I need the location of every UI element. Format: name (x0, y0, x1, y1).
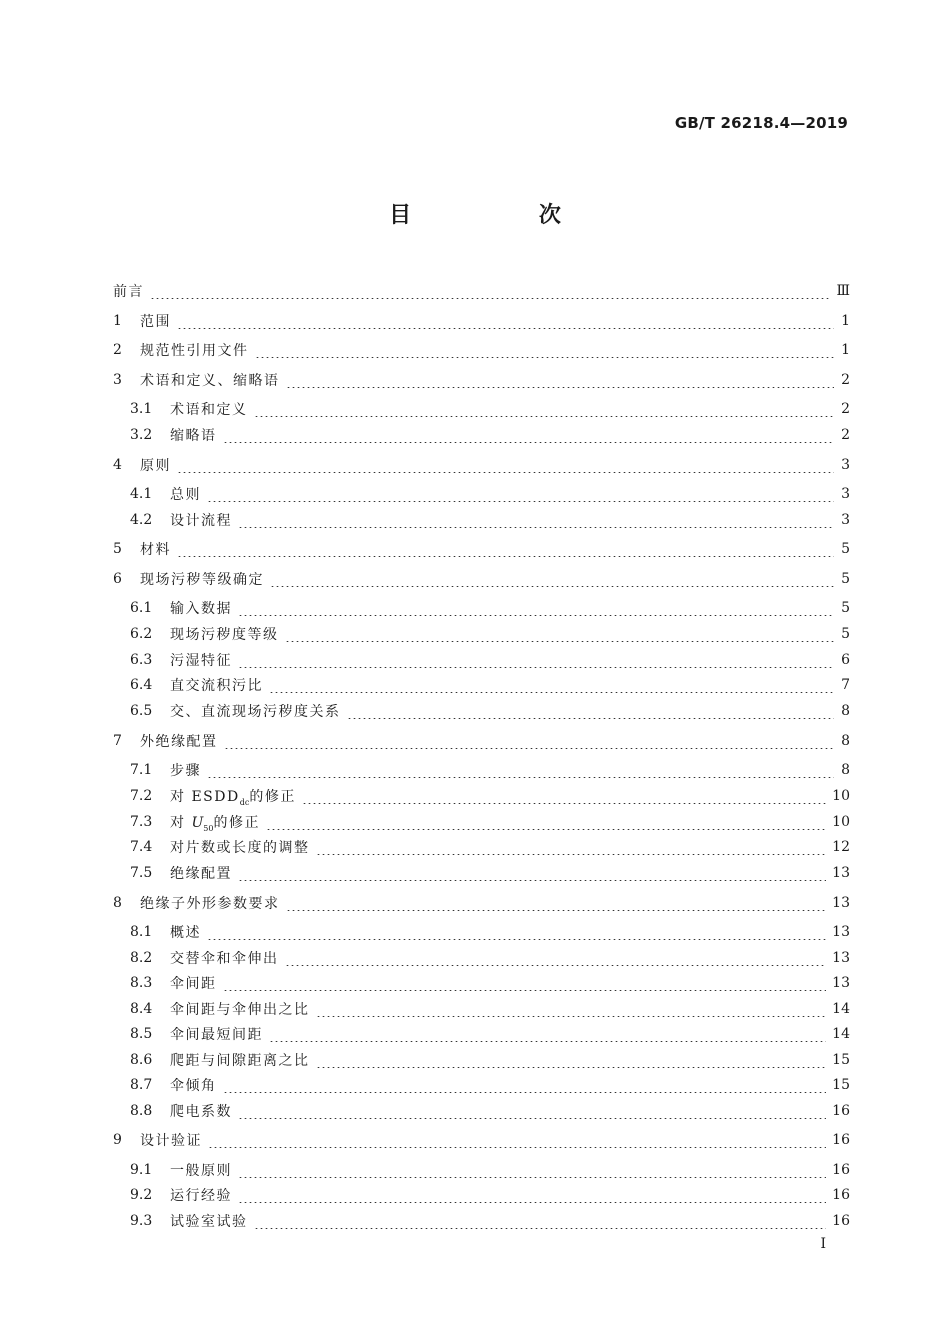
toc-entry-number: 5 (113, 541, 122, 557)
toc-leader-dots (177, 543, 834, 557)
toc-entry-title: 对片数或长度的调整 (170, 840, 310, 856)
toc-leader-dots (316, 1003, 827, 1017)
toc-entry-number: 8.8 (130, 1103, 153, 1119)
toc-leader-dots (224, 735, 835, 749)
toc-entry-page: 6 (841, 652, 850, 668)
toc-entry-number: 3.1 (130, 401, 153, 417)
toc-leader-dots (238, 1105, 826, 1119)
toc-entry-page: 14 (832, 1026, 850, 1042)
toc-entry-title: 伞倾角 (170, 1078, 217, 1094)
toc-entry-title: 输入数据 (170, 601, 232, 617)
toc-entry[interactable] (113, 785, 850, 807)
toc-entry-title: 缩略语 (170, 428, 217, 444)
toc-entry-title: 现场污秽度等级 (170, 627, 279, 643)
toc-entry-number: 6 (113, 571, 122, 587)
toc-entry-title: 设计验证 (140, 1133, 202, 1149)
toc-entry-page: 16 (832, 1132, 850, 1148)
toc-entry-number: 8.1 (130, 924, 153, 940)
toc-entry-number: 9.2 (130, 1187, 153, 1203)
toc-entry[interactable] (113, 892, 850, 914)
toc-entry-title: 对 $ESDD_{dc}$的修正 (170, 788, 296, 807)
toc-entry[interactable] (113, 862, 850, 884)
toc-entry-title: 步骤 (170, 763, 201, 779)
toc-entry-page: 1 (841, 313, 850, 329)
toc-entry-title: 对 $U_{50}$的修正 (170, 814, 260, 833)
standard-code: GB/T 26218.4—2019 (674, 114, 848, 132)
toc-entry-number: 6.1 (130, 600, 153, 616)
toc-entry-page: 5 (841, 600, 850, 616)
toc-entry-page: 8 (841, 703, 850, 719)
toc-entry[interactable] (113, 1129, 850, 1151)
toc-entry-title: 污湿特征 (170, 653, 232, 669)
toc-entry-page: 5 (841, 541, 850, 557)
toc-entry-page: 8 (841, 733, 850, 749)
toc-entry-title: 爬电系数 (170, 1104, 232, 1120)
toc-entry[interactable] (113, 730, 850, 752)
toc-entry-number: 2 (113, 342, 122, 358)
toc-entry-number: 7.4 (130, 839, 153, 855)
toc-entry-page: 12 (832, 839, 850, 855)
toc-leader-dots (238, 1189, 826, 1203)
toc-entry-page: 13 (832, 895, 850, 911)
toc-leader-dots (238, 867, 826, 881)
toc-entry-page: 2 (841, 401, 850, 417)
toc-entry-page: 16 (832, 1162, 850, 1178)
toc-entry-page: 2 (841, 372, 850, 388)
toc-entry-title: 材料 (140, 542, 171, 558)
toc-entry-title: 交、直流现场污秽度关系 (170, 704, 341, 720)
toc-entry-title: 原则 (140, 458, 171, 474)
toc-entry[interactable] (113, 811, 850, 833)
toc-entry-title: 设计流程 (170, 513, 232, 529)
toc-entry[interactable] (113, 1210, 850, 1232)
toc-entry-title: 术语和定义、缩略语 (140, 373, 280, 389)
toc-entry-page: 16 (832, 1103, 850, 1119)
toc-leader-dots (254, 1215, 827, 1229)
toc-entry[interactable] (113, 339, 850, 361)
toc-entry[interactable] (113, 424, 850, 446)
toc-leader-dots (223, 977, 827, 991)
toc-entry[interactable] (113, 538, 850, 560)
toc-entry-page: 5 (841, 626, 850, 642)
toc-entry-page: 2 (841, 427, 850, 443)
toc-title: 目 次 (389, 203, 621, 228)
toc-entry[interactable] (113, 972, 850, 994)
toc-entry[interactable] (113, 1023, 850, 1045)
toc-entry-number: 8.6 (130, 1052, 153, 1068)
toc-entry-number: 8.2 (130, 950, 153, 966)
toc-entry-number: 7.5 (130, 865, 153, 881)
toc-entry[interactable] (113, 1074, 850, 1096)
toc-entry[interactable] (113, 1159, 850, 1181)
toc-leader-dots (238, 1164, 826, 1178)
toc-entry-title: 一般原则 (170, 1163, 232, 1179)
toc-entry-page: 5 (841, 571, 850, 587)
toc-entry[interactable] (113, 1184, 850, 1206)
toc-entry-page: 3 (841, 457, 850, 473)
toc-entry-page: 3 (841, 486, 850, 502)
toc-entry[interactable] (113, 759, 850, 781)
toc-leader-dots (208, 1134, 826, 1148)
toc-entry-page: 10 (832, 788, 850, 804)
toc-leader-dots (286, 374, 835, 388)
toc-entry[interactable] (113, 568, 850, 590)
toc-entry-title: 爬距与间隙距离之比 (170, 1053, 310, 1069)
toc-entry-page: 13 (832, 865, 850, 881)
toc-entry-number: 8.5 (130, 1026, 153, 1042)
toc-entry-page: 15 (832, 1077, 850, 1093)
toc-entry-number: 6.5 (130, 703, 153, 719)
toc-entry-title: 绝缘子外形参数要求 (140, 896, 280, 912)
toc-entry-number: 4 (113, 457, 122, 473)
toc-entry-title: 现场污秽等级确定 (140, 572, 264, 588)
toc-entry-title: 试验室试验 (170, 1214, 248, 1230)
toc-entry-number: 6.2 (130, 626, 153, 642)
toc-entry-number: 7.2 (130, 788, 153, 804)
toc-entry[interactable] (113, 921, 850, 943)
toc-entry[interactable] (113, 998, 850, 1020)
toc-entry[interactable] (113, 310, 850, 332)
toc-entry[interactable] (113, 369, 850, 391)
toc-leader-dots (285, 628, 835, 642)
toc-entry-number: 3.2 (130, 427, 153, 443)
toc-leader-dots (285, 952, 827, 966)
toc-entry-number: 1 (113, 313, 122, 329)
toc-entry-page: 16 (832, 1187, 850, 1203)
toc-entry[interactable] (113, 483, 850, 505)
toc-entry-page: 1 (841, 342, 850, 358)
toc-entry-page: Ⅲ (836, 283, 850, 299)
toc-entry-title: 概述 (170, 925, 201, 941)
toc-entry-title: 绝缘配置 (170, 866, 232, 882)
toc-leader-dots (150, 285, 830, 299)
toc-entry-page: 7 (841, 677, 850, 693)
toc-leader-dots (223, 1079, 827, 1093)
toc-entry[interactable] (113, 280, 850, 302)
toc-entry-page: 13 (832, 924, 850, 940)
toc-leader-dots (316, 841, 827, 855)
toc-leader-dots (269, 1028, 826, 1042)
toc-leader-dots (207, 926, 826, 940)
toc-entry-number: 8 (113, 895, 122, 911)
toc-leader-dots (269, 679, 834, 693)
toc-leader-dots (254, 403, 835, 417)
toc-entry[interactable] (113, 674, 850, 696)
toc-entry-page: 15 (832, 1052, 850, 1068)
toc-entry-number: 9.3 (130, 1213, 153, 1229)
toc-leader-dots (347, 705, 835, 719)
toc-entry[interactable] (113, 597, 850, 619)
toc-entry-page: 16 (832, 1213, 850, 1229)
toc-entry-title: 运行经验 (170, 1188, 232, 1204)
toc-entry-number: 9 (113, 1132, 122, 1148)
toc-entry[interactable] (113, 649, 850, 671)
toc-entry-title: 交替伞和伞伸出 (170, 951, 279, 967)
toc-entry[interactable] (113, 947, 850, 969)
toc-leader-dots (238, 602, 834, 616)
toc-entry-number: 7.3 (130, 814, 153, 830)
toc-entry[interactable] (113, 1100, 850, 1122)
toc-entry-page: 13 (832, 950, 850, 966)
toc-entry-page: 13 (832, 975, 850, 991)
toc-entry-title: 直交流积污比 (170, 678, 263, 694)
toc-entry[interactable] (113, 454, 850, 476)
toc-entry[interactable] (113, 509, 850, 531)
toc-leader-dots (207, 488, 834, 502)
toc-entry[interactable] (113, 398, 850, 420)
toc-leader-dots (177, 315, 834, 329)
toc-leader-dots (238, 654, 834, 668)
toc-leader-dots (316, 1054, 827, 1068)
toc-leader-dots (177, 459, 834, 473)
toc-leader-dots (302, 790, 826, 804)
toc-entry-number: 6.3 (130, 652, 153, 668)
toc-leader-dots (223, 429, 835, 443)
toc-entry-number: 7 (113, 733, 122, 749)
toc-entry-title: 前言 (113, 284, 144, 300)
toc-leader-dots (270, 573, 834, 587)
toc-entry-number: 8.3 (130, 975, 153, 991)
toc-entry-title: 伞间最短间距 (170, 1027, 263, 1043)
toc-entry-title: 范围 (140, 314, 171, 330)
toc-entry-title: 伞间距 (170, 976, 217, 992)
toc-entry-number: 7.1 (130, 762, 153, 778)
toc-entry-number: 8.4 (130, 1001, 153, 1017)
toc-entry[interactable] (113, 700, 850, 722)
toc-leader-dots (266, 816, 826, 830)
page-number: I (820, 1236, 826, 1252)
toc-entry[interactable] (113, 1049, 850, 1071)
toc-entry-title: 外绝缘配置 (140, 734, 218, 750)
toc-entry-title: 总则 (170, 487, 201, 503)
toc-entry-page: 14 (832, 1001, 850, 1017)
toc-entry-page: 8 (841, 762, 850, 778)
toc-entry-number: 3 (113, 372, 122, 388)
toc-entry[interactable] (113, 836, 850, 858)
toc-entry[interactable] (113, 623, 850, 645)
toc-entry-number: 4.2 (130, 512, 153, 528)
toc-leader-dots (255, 344, 835, 358)
toc-entry-page: 3 (841, 512, 850, 528)
toc-entry-title: 伞间距与伞伸出之比 (170, 1002, 310, 1018)
toc-entry-number: 4.1 (130, 486, 153, 502)
toc-leader-dots (286, 897, 827, 911)
toc-entry-number: 9.1 (130, 1162, 153, 1178)
toc-entry-title: 术语和定义 (170, 402, 248, 418)
toc-entry-page: 10 (832, 814, 850, 830)
toc-entry-number: 6.4 (130, 677, 153, 693)
toc-leader-dots (207, 764, 834, 778)
toc-entry-number: 8.7 (130, 1077, 153, 1093)
toc-entry-title: 规范性引用文件 (140, 343, 249, 359)
toc-leader-dots (238, 514, 834, 528)
